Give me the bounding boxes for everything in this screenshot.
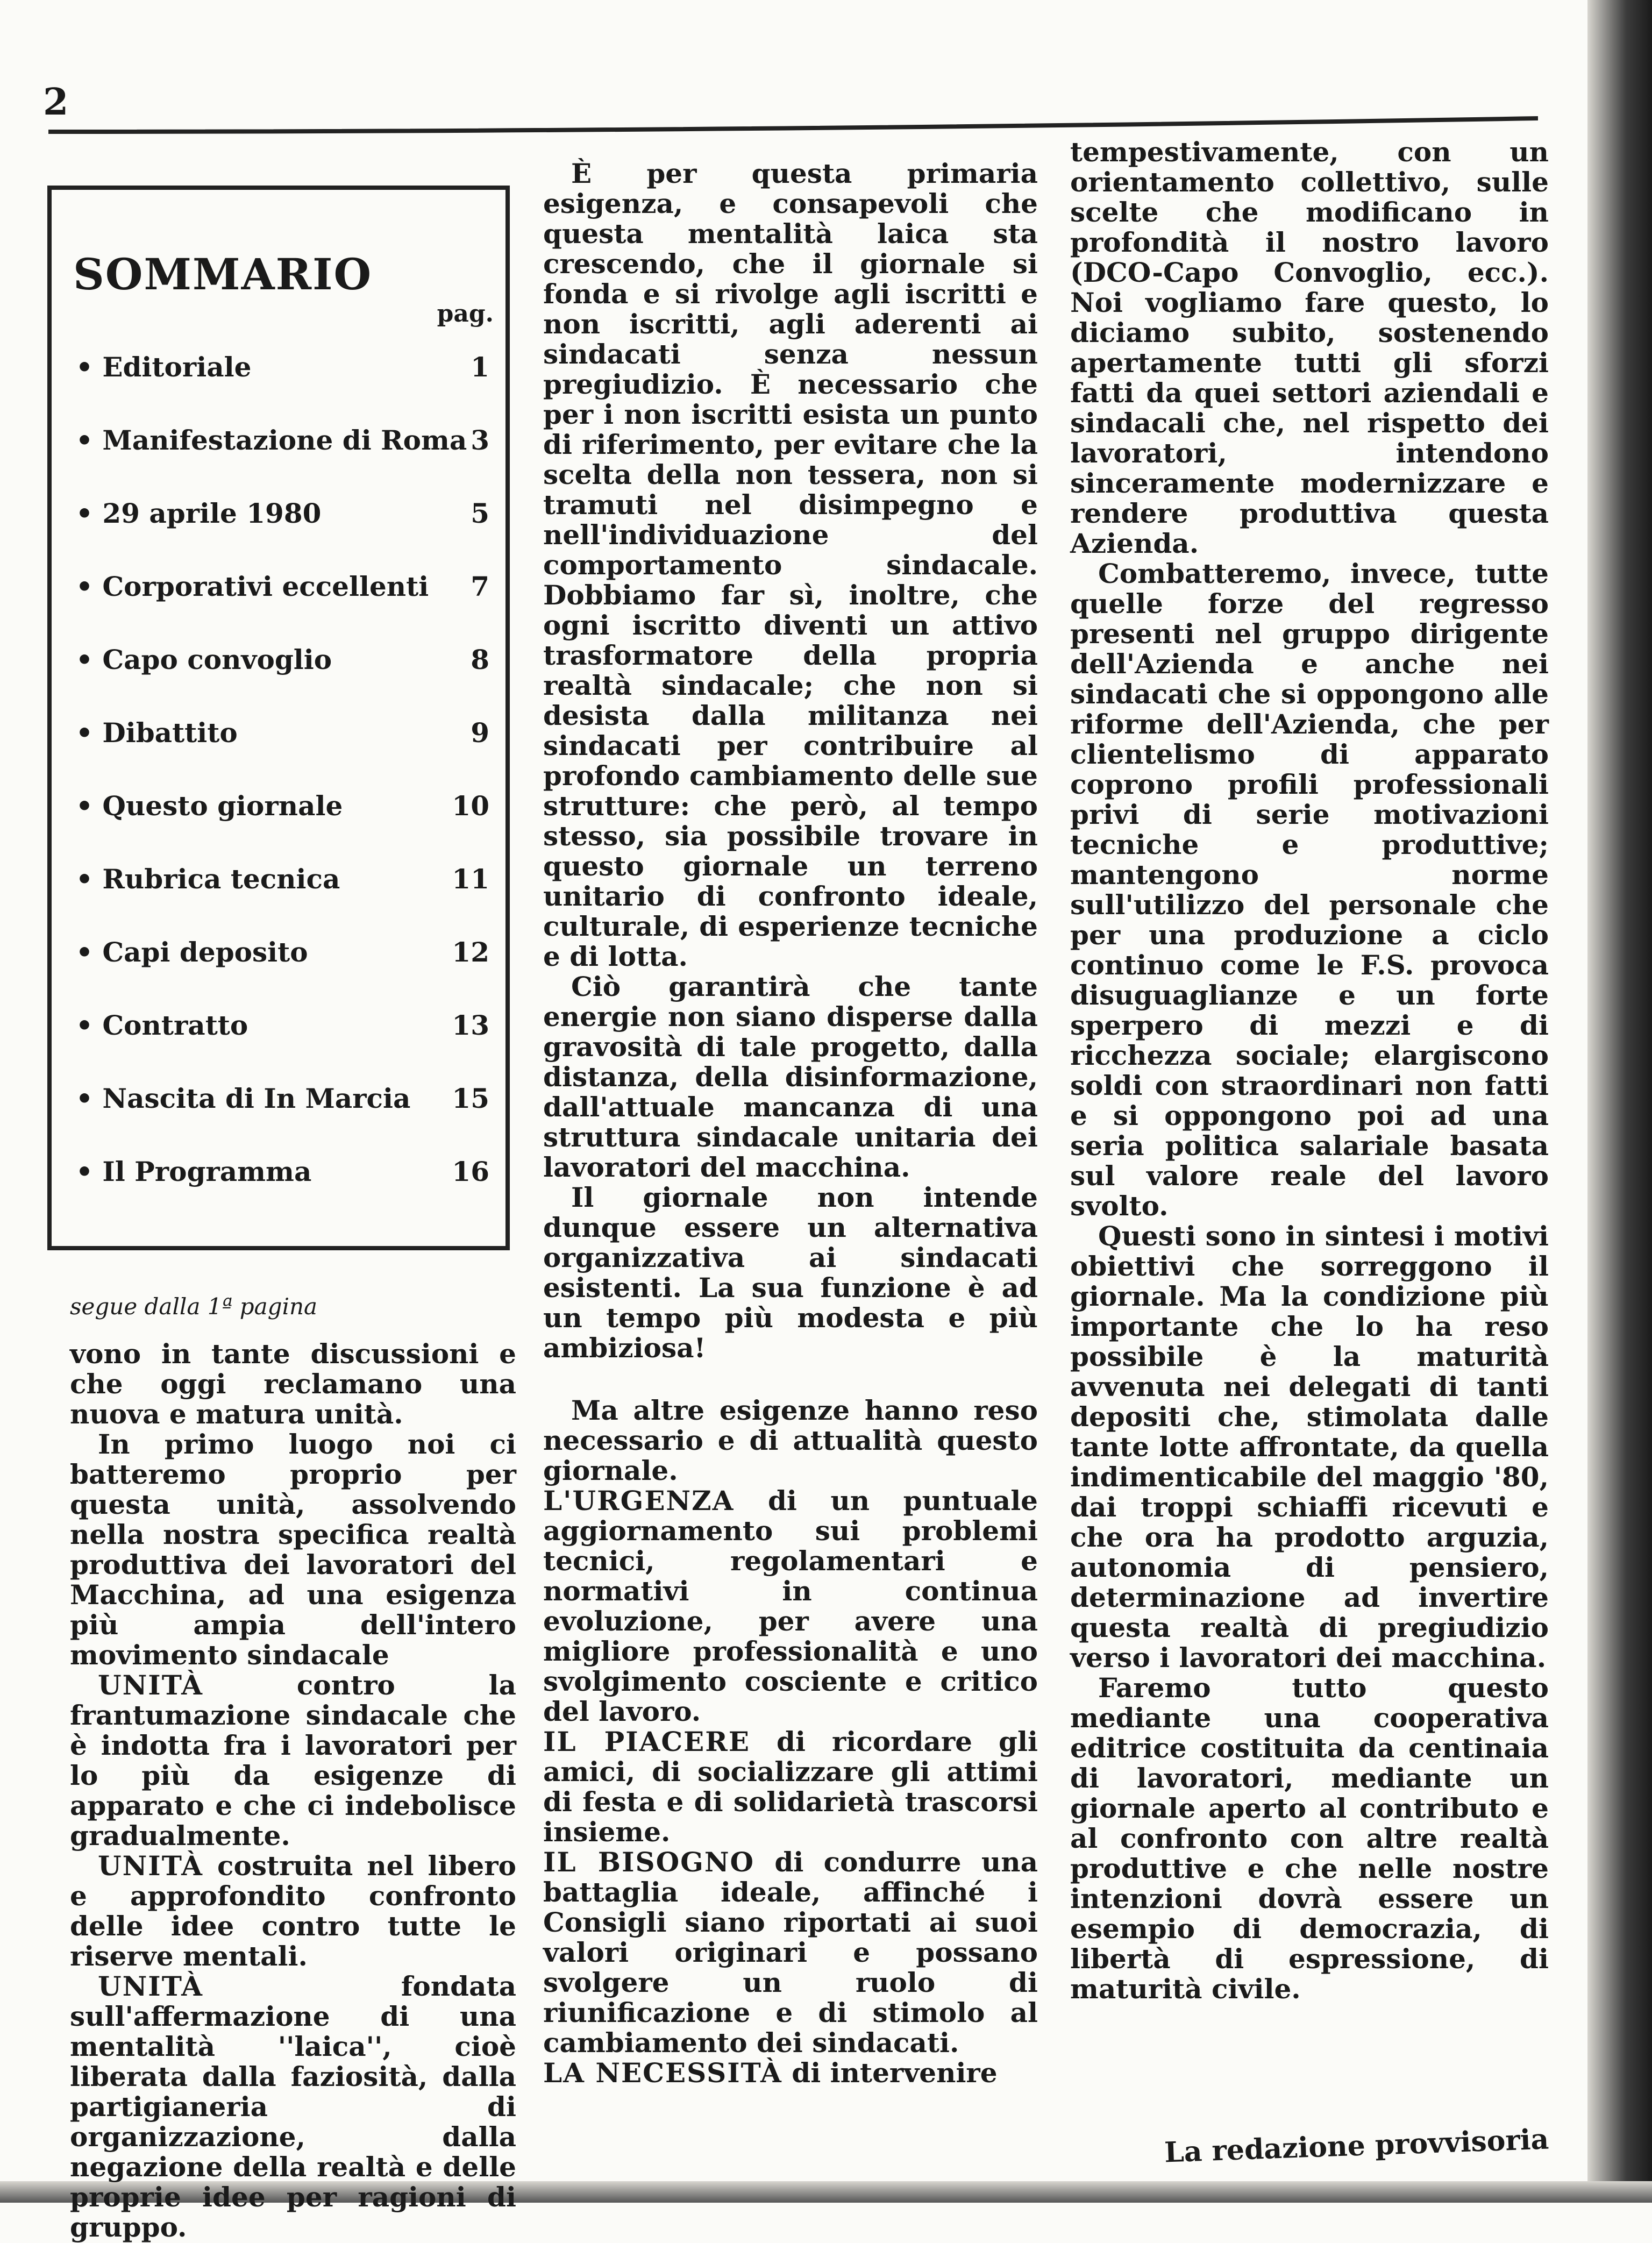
paragraph: Faremo tutto questo mediante una cooperativa editrice costituita da centinaia di lavoratori, mediante un giornale aperto al contributo e al confronto con altre realtà produttive e che nelle nostre intenzioni dovrà essere un esempio di democrazia, di libertà di espressione, di maturità civile.	[1070, 1672, 1549, 2005]
sommario-item-label: • Editoriale	[76, 351, 252, 383]
sommario-item	[76, 571, 489, 608]
paragraph: Ma altre esigenze hanno reso necessario e di attualità questo giornale.	[543, 1394, 1038, 1486]
article-column-3	[1070, 137, 1549, 2004]
lead-word: UNITÀ	[98, 1970, 203, 2002]
article-column-1	[70, 1339, 516, 2242]
sommario-item-label: • Nascita di In Marcia	[76, 1083, 411, 1114]
sommario-item	[76, 424, 489, 462]
paragraph-text: di ricordare gli amici, di socializzare gli attimi di festa e di solidarietà trascorsi insieme.	[543, 1726, 1038, 1848]
sommario-item-label: • Dibattito	[76, 717, 238, 749]
lead-word: IL BISOGNO	[543, 1846, 755, 1878]
sommario-item	[76, 644, 489, 681]
article-column-2	[543, 159, 1038, 2088]
sommario-item	[76, 717, 489, 754]
sommario-item-page: 15	[452, 1083, 489, 1114]
paragraph: Questi sono in sintesi i motivi obiettivi che sorreggono il giornale. Ma la condizione più importante che lo ha reso possibile è la maturità avvenuta nei delegati di tanti depositi che, stimolata dalle tante lotte affrontate, da quella indimenticabile del maggio '80, dai troppi schiaffi ricevuti e che ora ha prodotto arguzia, autonomia di pensiero, determinazione ad invertire questa realtà di pregiudizio verso i lavoratori dei macchina.	[1070, 1220, 1549, 1674]
sommario-item-page: 9	[471, 717, 489, 749]
signature-line: La redazione provvisoria	[1164, 2123, 1550, 2169]
sommario-item-page: 13	[452, 1009, 489, 1041]
paragraph: vono in tante discussioni e che oggi reclamano una nuova e matura unità.	[70, 1338, 516, 1430]
sommario-box	[47, 186, 510, 1250]
sommario-item	[76, 790, 489, 828]
sommario-item	[76, 1156, 489, 1193]
paragraph	[70, 1971, 516, 2242]
paragraph-text: di condurre una battaglia ideale, affinché i Consigli siano riportati ai suoi valori originari e possano svolgere un ruolo di riunificazione e di stimolo al cambiamento dei sindacati.	[543, 1846, 1038, 2059]
paragraph	[543, 1727, 1038, 1847]
sommario-item-label: • Rubrica tecnica	[76, 863, 340, 895]
sommario-item-page: 1	[471, 351, 489, 383]
sommario-item-label: • Contratto	[76, 1009, 248, 1041]
sommario-item	[76, 351, 489, 389]
sommario-item	[76, 1083, 489, 1120]
page-number: 2	[43, 81, 69, 124]
lead-word: UNITÀ	[98, 1669, 203, 1701]
sommario-item-page: 16	[452, 1156, 489, 1187]
sommario-item-page: 12	[452, 936, 489, 968]
sommario-item-label: • Manifestazione di Roma	[76, 424, 467, 456]
lead-word: UNITÀ	[98, 1850, 203, 1882]
lead-word: LA NECESSITÀ	[543, 2057, 782, 2089]
sommario-pag-label: pag.	[437, 300, 494, 327]
paragraph: tempestivamente, con un orientamento collettivo, sulle scelte che modificano in profondità il nostro lavoro (DCO-Capo Convoglio, ecc.). Noi vogliamo fare questo, lo diciamo subito, sostenendo apertamente tutti gli sforzi fatti da quei settori aziendali e sindacali che, nel rispetto dei lavoratori, intendono sinceramente modernizzare e rendere produttiva questa Azienda.	[1070, 136, 1549, 559]
paragraph-text: costruita nel libero e approfondito confronto delle idee contro tutte le riserve mentali.	[70, 1850, 516, 1972]
paragraph	[543, 1847, 1038, 2058]
sommario-item-page: 10	[452, 790, 489, 822]
sommario-item	[76, 497, 489, 535]
lead-word: IL PIACERE	[543, 1726, 750, 1757]
sommario-item	[76, 1009, 489, 1047]
lead-word: L'URGENZA	[543, 1485, 735, 1516]
paragraph	[70, 1851, 516, 1971]
paragraph-text: fondata sull'affermazione di una mentalità ''laica'', cioè liberata dalla faziosità, dalla partigianeria di organizzazione, dalla negazione della realtà e delle proprie idee per ragioni di gruppo.	[70, 1970, 516, 2243]
paragraph	[543, 2058, 1038, 2088]
paragraph-text: di intervenire	[782, 2057, 998, 2089]
sommario-item-page: 5	[471, 497, 489, 529]
sommario-item-label: • Questo giornale	[76, 790, 343, 822]
paragraph	[543, 1486, 1038, 1727]
paragraph	[70, 1670, 516, 1851]
sommario-item	[76, 936, 489, 974]
paragraph: Il giornale non intende dunque essere un alternativa organizzativa ai sindacati esistenti. La sua funzione è ad un tempo più modesta e più ambiziosa!	[543, 1181, 1038, 1364]
sommario-item	[76, 863, 489, 901]
sommario-item-label: • Capi deposito	[76, 936, 308, 968]
sommario-item-label: • Corporativi eccellenti	[76, 571, 429, 602]
paragraph: È per questa primaria esigenza, e consapevoli che questa mentalità laica sta crescendo, che il giornale si fonda e si rivolge agli iscritti e non iscritti, agli aderenti ai sindacati senza nessun pregiudizio. È necessario che per i non iscritti esista un punto di riferimento, per evitare che la scelta della non tessera, non si tramuti nel disimpegno e nell'individuazione del comportamento sindacale. Dobbiamo far sì, inoltre, che ogni iscritto diventi un attivo trasformatore della propria realtà sindacale; che non si desista dalla militanza nei sindacati per contribuire al profondo cambiamento delle sue strutture: che però, al tempo stesso, sia possibile trovare in questo giornale un terreno unitario di confronto ideale, culturale, di esperienze tecniche e di lotta.	[543, 158, 1038, 972]
sommario-item-page: 7	[471, 571, 489, 602]
paragraph-text: contro la frantumazione sindacale che è indotta fra i lavoratori per lo più da esigenze di apparato e che ci indebolisce gradualmente.	[70, 1669, 516, 1852]
paragraph: In primo luogo noi ci batteremo proprio per questa unità, assolvendo nella nostra specifica realtà produttiva dei lavoratori del Macchina, ad una esigenza più ampia dell'intero movimento sindacale	[70, 1428, 516, 1671]
sommario-item-page: 11	[452, 863, 489, 895]
paragraph: Ciò garantirà che tante energie non siano disperse dalla gravosità di tale progetto, dalla distanza, della disinformazione, dall'attuale mancanza di una struttura sindacale unitaria dei lavoratori del macchina.	[543, 971, 1038, 1183]
paragraph: Combatteremo, invece, tutte quelle forze del regresso presenti nel gruppo dirigente dell'Azienda e anche nei sindacati che si oppongono alle riforme dell'Azienda, che per clientelismo di apparato coprono profili professionali privi di serie motivazioni tecniche e produttive; mantengono norme sull'utilizzo del personale che per una produzione a ciclo continuo come le F.S. provoca disuguaglianze e un forte sperpero di mezzi e di ricchezza sociale; elargiscono soldi con straordinari non fatti e si oppongono poi ad una seria politica salariale basata sul valore reale del lavoro svolto.	[1070, 558, 1549, 1222]
sommario-item-page: 8	[471, 644, 489, 675]
continued-label: segue dalla 1ª pagina	[70, 1293, 318, 1320]
sommario-item-page: 3	[471, 424, 489, 456]
sommario-item-label: • Il Programma	[76, 1156, 312, 1187]
page-edge-shadow	[1587, 0, 1652, 2203]
paragraph-text: di un puntuale aggiornamento sui problemi tecnici, regolamentari e normativi in continua evoluzione, per avere una migliore professionalità e uno svolgimento cosciente e critico del lavoro.	[543, 1485, 1038, 1727]
sommario-item-label: • 29 aprile 1980	[76, 497, 322, 529]
sommario-title: SOMMARIO	[73, 249, 373, 300]
sommario-item-label: • Capo convoglio	[76, 644, 332, 675]
